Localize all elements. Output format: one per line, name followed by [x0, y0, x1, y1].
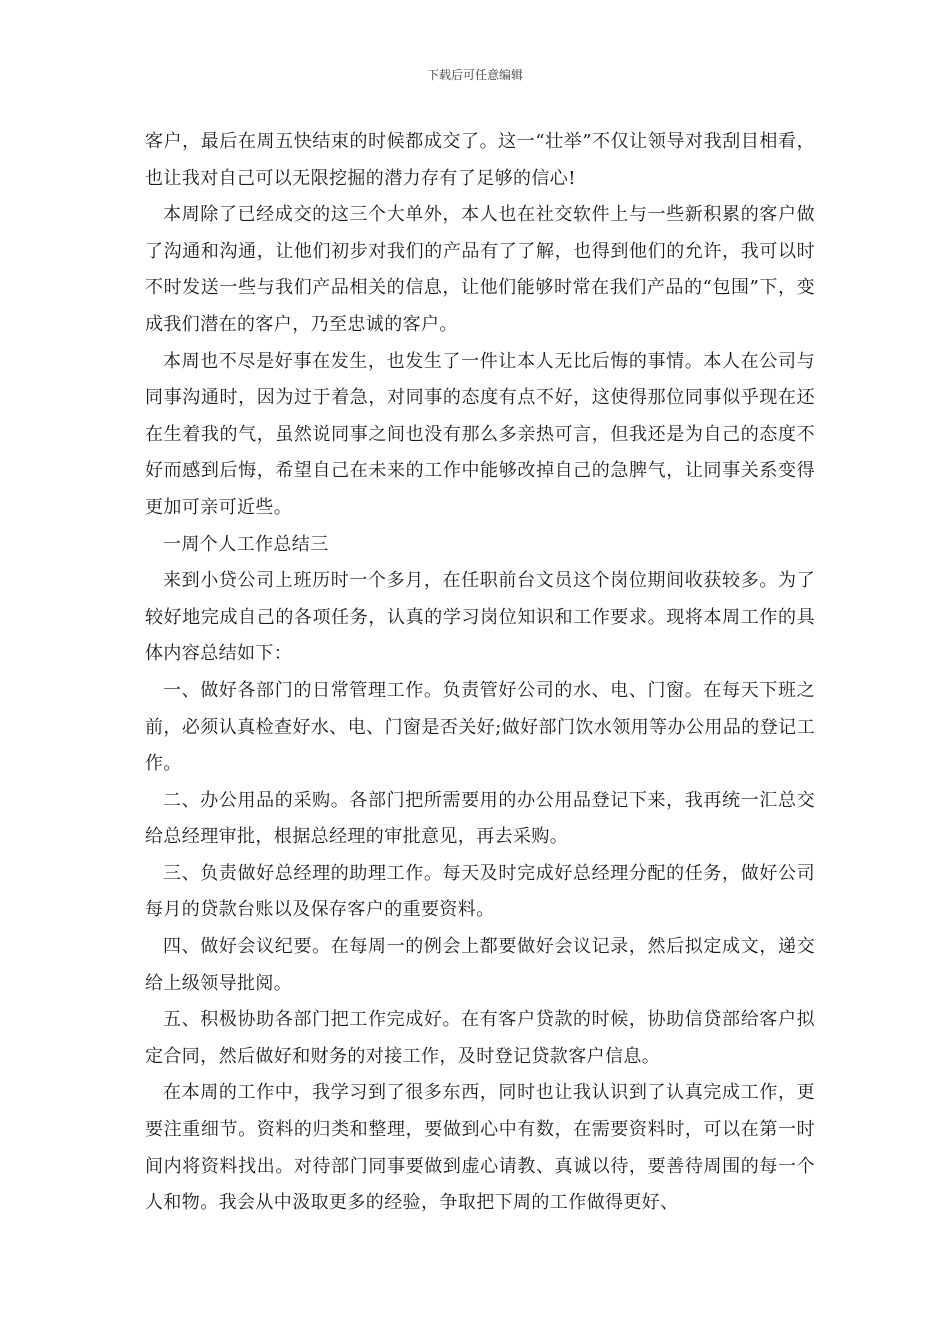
section-heading: 一周个人工作总结三: [163, 533, 329, 555]
paragraph: 客户，最后在周五快结束的时候都成交了。这一“壮举”不仅让领导对我刮目相看，也让我对自己可以无限挖掘的潜力存有了足够的信心!: [145, 131, 815, 189]
list-item: 一、做好各部门的日常管理工作。负责管好公司的水、电、门窗。在每天下班之前，必须认真检查好水、电、门窗是否关好;做好部门饮水领用等办公用品的登记工作。: [145, 679, 815, 775]
paragraph: 本周除了已经成交的这三个大单外，本人也在社交软件上与一些新积累的客户做了沟通和沟通，让他们初步对我们的产品有了了解，也得到他们的允许，我可以时不时发送一些与我们产品相关的信息，让他们能够时常在我们产品的“包围”下，变成我们潜在的客户，乃至忠诚的客户。: [145, 204, 815, 335]
document-body: [145, 124, 815, 1222]
paragraph: 来到小贷公司上班历时一个多月，在任职前台文员这个岗位期间收获较多。为了较好地完成自己的各项任务，认真的学习岗位知识和工作要求。现将本周工作的具体内容总结如下：: [145, 570, 815, 665]
list-item: 三、负责做好总经理的助理工作。每天及时完成好总经理分配的任务，做好公司每月的贷款台账以及保存客户的重要资料。: [145, 862, 815, 921]
list-item: 四、做好会议纪要。在每周一的例会上都要做好会议记录，然后拟定成文，递交给上级领导批阅。: [145, 936, 815, 994]
paragraph: 在本周的工作中，我学习到了很多东西，同时也让我认识到了认真完成工作，更要注重细节。资料的归类和整理，要做到心中有数，在需要资料时，可以在第一时间内将资料找出。对待部门同事要做到虚心请教、真诚以待，要善待周围的每一个人和物。我会从中汲取更多的经验，争取把下周的工作做得更好、: [145, 1082, 815, 1214]
list-item: 二、办公用品的采购。各部门把所需要用的办公用品登记下来，我再统一汇总交给总经理审批，根据总经理的审批意见，再去采购。: [145, 789, 815, 848]
page-header: 下载后可任意编辑: [426, 68, 523, 82]
list-item: 五、积极协助各部门把工作完成好。在有客户贷款的时候，协助信贷部给客户拟定合同，然后做好和财务的对接工作，及时登记贷款客户信息。: [145, 1009, 815, 1067]
paragraph: 本周也不尽是好事在发生，也发生了一件让本人无比后悔的事情。本人在公司与同事沟通时，因为过于着急，对同事的态度有点不好，这使得那位同事似乎现在还在生着我的气，虽然说同事之间也没有那么多亲热可言，但我还是为自己的态度不好而感到后悔，希望自己在未来的工作中能够改掉自己的急脾气，让同事关系变得更加可亲可近些。: [145, 350, 815, 518]
